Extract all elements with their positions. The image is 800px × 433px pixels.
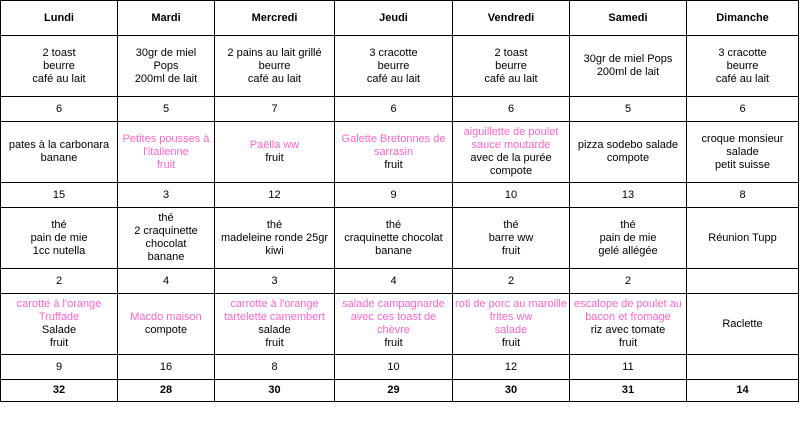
meal-item: 200ml de lait [596, 66, 660, 78]
meal-item: beurre [43, 59, 75, 72]
meal-item: salade [726, 145, 759, 158]
meal-item: compote [144, 324, 188, 336]
meal-item: Pops [153, 59, 179, 72]
points-cell: 6 [335, 97, 453, 122]
meal-item: beurre [258, 59, 291, 72]
points-cell: 4 [118, 269, 215, 294]
meal-item: aiguillette de poulet sauce moutarde [463, 126, 559, 151]
meal-cell [687, 208, 799, 269]
points-row [1, 97, 799, 122]
meal-cell [453, 122, 570, 183]
total-cell: 30 [453, 380, 570, 402]
meal-cell [118, 208, 215, 269]
points-cell: 12 [215, 183, 335, 208]
points-cell: 8 [215, 355, 335, 380]
meal-item: fruit [384, 337, 403, 349]
meal-item: fruit [384, 158, 403, 171]
meal-item: café au lait [484, 72, 538, 85]
total-row [1, 380, 799, 402]
meal-cell [118, 122, 215, 183]
points-cell: 3 [215, 269, 335, 294]
meal-item: salade [258, 324, 291, 336]
meal-item: banane [147, 251, 185, 263]
meal-item: Truffade [38, 311, 80, 323]
meal-row [1, 36, 799, 97]
meal-item: pizza sodebo salade [577, 139, 679, 151]
day-header-row [1, 1, 799, 36]
meal-item: pain de mie [599, 231, 657, 244]
meal-item: 200ml de lait [134, 72, 198, 85]
meal-item: beurre [377, 59, 410, 72]
points-cell: 9 [1, 355, 118, 380]
meal-item: frites ww [489, 311, 533, 323]
meal-item: barre ww [488, 231, 534, 244]
meal-item: Salade [41, 324, 77, 336]
points-cell: 10 [453, 183, 570, 208]
meal-item: café au lait [715, 72, 770, 85]
total-cell: 30 [215, 380, 335, 402]
meal-item: craquinette chocolat [344, 231, 443, 244]
meal-item: 2 toast [42, 46, 76, 59]
points-cell [687, 355, 799, 380]
points-cell: 11 [570, 355, 687, 380]
meal-item: banane [375, 244, 412, 257]
total-cell: 29 [335, 380, 453, 402]
total-cell: 32 [1, 380, 118, 402]
meal-item: 2 toast [494, 46, 528, 59]
day-header-jeudi: Jeudi [335, 1, 453, 36]
meal-item: 30gr de miel [135, 46, 197, 59]
day-header-mercredi: Mercredi [215, 1, 335, 36]
meal-item: petit suisse [714, 158, 771, 171]
meal-item: thé [51, 218, 67, 231]
meal-item: avec de la purée [470, 152, 552, 164]
meal-item: 2 pains au lait grillé [227, 46, 322, 59]
meal-cell [1, 294, 118, 355]
meal-item: thé [158, 212, 174, 224]
meal-item: madeleine ronde 25gr [220, 231, 329, 244]
meal-item: croque monsieur [701, 132, 784, 145]
points-cell: 16 [118, 355, 215, 380]
meal-cell [215, 36, 335, 97]
meal-cell [335, 122, 453, 183]
meal-cell [570, 208, 687, 269]
meal-item: 2 craquinette [134, 225, 198, 237]
points-cell: 2 [570, 269, 687, 294]
meal-item: fruit [501, 244, 521, 257]
meal-item: kiwi [265, 244, 284, 257]
day-header-vendredi: Vendredi [453, 1, 570, 36]
meal-item: 30gr de miel Pops [583, 53, 673, 65]
meal-item: Raclette [722, 317, 763, 330]
meal-item: fruit [265, 152, 284, 164]
meal-cell [570, 294, 687, 355]
meal-cell [335, 36, 453, 97]
meal-item: Macdo maison [130, 311, 202, 323]
points-cell: 6 [687, 97, 799, 122]
meal-cell [453, 208, 570, 269]
points-cell: 12 [453, 355, 570, 380]
meal-row [1, 122, 799, 183]
total-cell: 31 [570, 380, 687, 402]
meal-item: salade [494, 324, 528, 336]
meal-cell [335, 208, 453, 269]
meal-cell [118, 36, 215, 97]
meal-row [1, 208, 799, 269]
meal-item: compote [606, 152, 650, 164]
meal-cell [453, 294, 570, 355]
meal-item: café au lait [366, 72, 421, 85]
points-cell: 7 [215, 97, 335, 122]
meal-item: chocolat [145, 238, 187, 250]
meal-item: beurre [726, 59, 759, 72]
meal-item: thé [620, 218, 636, 231]
meal-item: Galette Bretonnes de sarrasin [341, 132, 446, 158]
meal-cell [1, 36, 118, 97]
meal-item: tartelette camembert [224, 311, 325, 323]
meal-item: banane [40, 152, 78, 164]
points-cell: 15 [1, 183, 118, 208]
meal-cell [453, 36, 570, 97]
total-cell: 14 [687, 380, 799, 402]
meal-item: café au lait [32, 72, 86, 85]
meal-cell [215, 294, 335, 355]
meal-cell [1, 208, 118, 269]
points-cell: 10 [335, 355, 453, 380]
points-cell: 3 [118, 183, 215, 208]
meal-cell [215, 122, 335, 183]
points-cell: 2 [453, 269, 570, 294]
meal-item: café au lait [247, 72, 302, 85]
points-cell: 9 [335, 183, 453, 208]
meal-item: fruit [501, 337, 521, 349]
meal-cell [687, 36, 799, 97]
points-cell: 5 [570, 97, 687, 122]
meal-item: fruit [156, 158, 176, 171]
points-cell: 6 [453, 97, 570, 122]
meal-item: pates à la carbonara [8, 139, 110, 151]
day-header-dimanche: Dimanche [687, 1, 799, 36]
meal-cell [335, 294, 453, 355]
meal-item: roti de porc au maroille [455, 298, 567, 310]
meal-item: gelé allégée [598, 244, 658, 257]
points-cell: 4 [335, 269, 453, 294]
meal-item: escalope de poulet au bacon et fromage [574, 298, 682, 323]
meal-item: 3 cracotte [369, 46, 418, 59]
meal-item: fruit [265, 337, 284, 349]
meal-cell [687, 294, 799, 355]
points-cell [687, 269, 799, 294]
meal-item: Réunion Tupp [708, 231, 777, 244]
meal-item: salade campagnarde avec ces toast de chèvre [342, 298, 445, 336]
points-row [1, 355, 799, 380]
meal-item: pain de mie [30, 231, 88, 244]
meal-item: 1cc nutella [32, 244, 86, 257]
meal-item: carotte à l'orange [16, 298, 102, 310]
points-cell: 13 [570, 183, 687, 208]
meal-row [1, 294, 799, 355]
points-row [1, 183, 799, 208]
meal-item: Petites pousses à l'italienne [122, 132, 210, 158]
meal-cell [570, 122, 687, 183]
meal-item: carrotte à l'orange [230, 298, 319, 310]
meal-cell [1, 122, 118, 183]
day-header-samedi: Samedi [570, 1, 687, 36]
meal-item: thé [503, 218, 519, 231]
meal-item: thé [385, 218, 402, 231]
meal-item: riz avec tomate [590, 324, 666, 336]
total-cell: 28 [118, 380, 215, 402]
meal-cell [118, 294, 215, 355]
day-header-lundi: Lundi [1, 1, 118, 36]
points-cell: 6 [1, 97, 118, 122]
meal-item: fruit [618, 337, 638, 349]
meal-cell [687, 122, 799, 183]
meal-item: beurre [495, 59, 527, 72]
meal-item: 3 cracotte [718, 46, 767, 59]
points-cell: 2 [1, 269, 118, 294]
meal-cell [570, 36, 687, 97]
meal-item: compote [489, 165, 533, 177]
points-cell: 8 [687, 183, 799, 208]
meal-item: fruit [49, 337, 69, 349]
meal-item: thé [266, 218, 283, 231]
points-row [1, 269, 799, 294]
meal-item: Paëlla ww [249, 139, 300, 151]
points-cell: 5 [118, 97, 215, 122]
day-header-mardi: Mardi [118, 1, 215, 36]
meal-cell [215, 208, 335, 269]
